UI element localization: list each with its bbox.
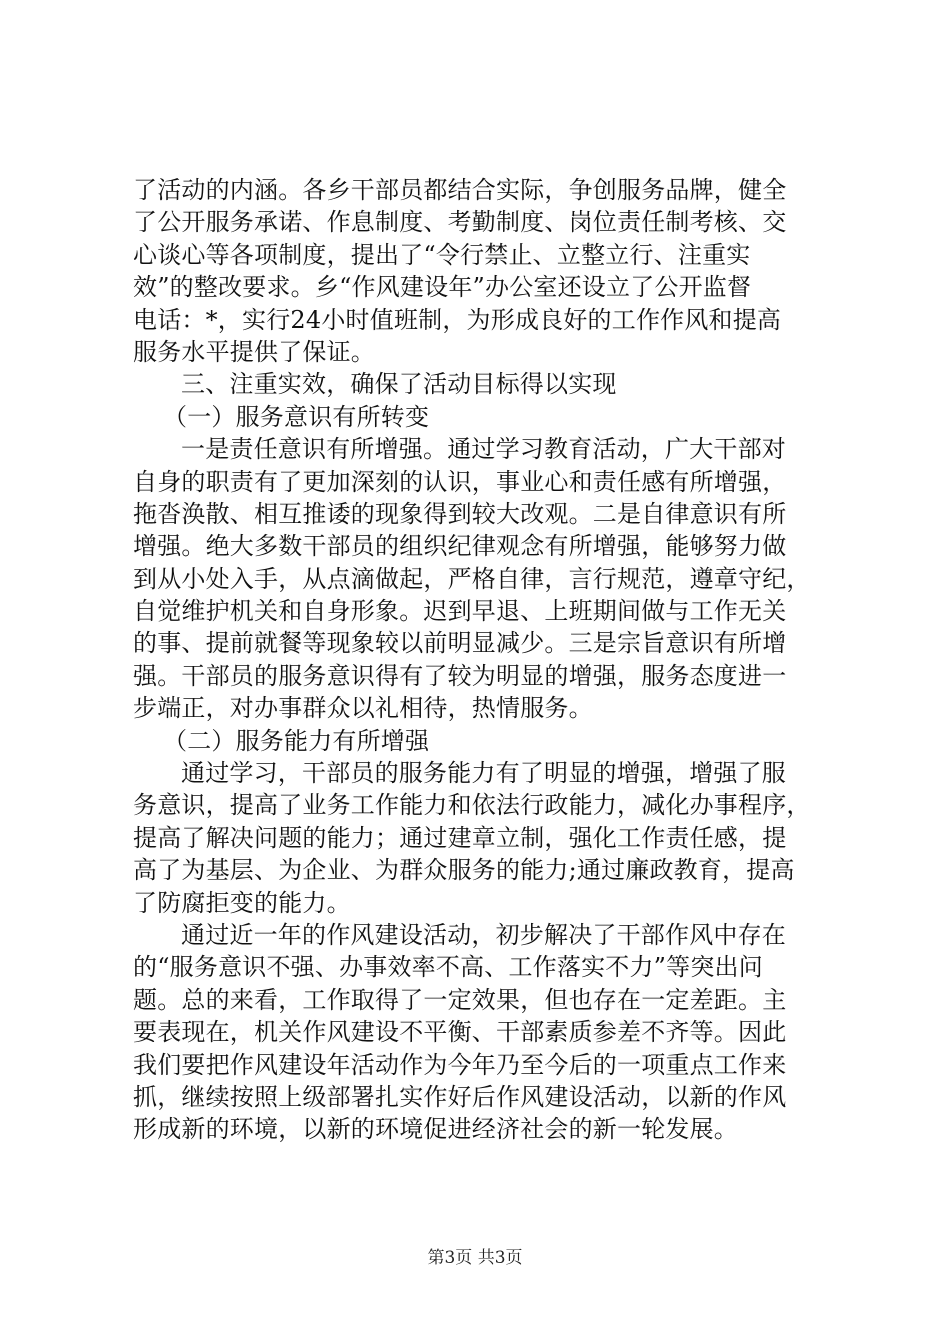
text-line: 了防腐拒变的能力。 [133,888,351,917]
text-line: 题。总的来看，工作取得了一定效果，但也存在一定差距。主 [133,985,787,1014]
text-line: 服务水平提供了保证。 [133,337,375,366]
text-line: 务意识，提高了业务工作能力和依法行政能力，减化办事程序， [133,791,811,820]
text-line: 一是责任意识有所增强。通过学习教育活动，广大干部对 [181,435,786,464]
text-line: 到从小处入手，从点滴做起，严格自律，言行规范，遵章守纪， [133,564,811,593]
section-heading: 三、注重实效，确保了活动目标得以实现 [181,370,617,399]
text-line: 我们要把作风建设年活动作为今年乃至今后的一项重点工作来 [133,1050,787,1079]
text-line: 抓，继续按照上级部署扎实作好后作风建设活动，以新的作风 [133,1082,787,1111]
text-line: 的事、提前就餐等现象较以前明显减少。三是宗旨意识有所增 [133,629,787,658]
text-line: 形成新的环境，以新的环境促进经济社会的新一轮发展。 [133,1115,738,1144]
subsection-heading: （二）服务能力有所增强 [163,726,430,755]
text-line: 提高了解决问题的能力；通过建章立制，强化工作责任感，提 [133,823,787,852]
text-line: 强。干部员的服务意识得有了较为明显的增强，服务态度进一 [133,661,787,690]
text-line: 通过近一年的作风建设活动，初步解决了干部作风中存在 [181,920,786,949]
text-line: 电话：*，实行24小时值班制，为形成良好的工作作风和提高 [133,305,782,334]
text-line: 了公开服务承诺、作息制度、考勤制度、岗位责任制考核、交 [133,208,787,237]
text-line: 心谈心等各项制度，提出了“令行禁止、立整立行、注重实 [133,240,751,269]
text-line: 增强。绝大多数干部员的组织纪律观念有所增强，能够努力做 [133,532,787,561]
text-line: 步端正，对办事群众以礼相待，热情服务。 [133,694,593,723]
text-line: 要表现在，机关作风建设不平衡、干部素质参差不齐等。因此 [133,1018,787,1047]
text-line: 了活动的内涵。各乡干部员都结合实际，争创服务品牌，健全 [133,176,787,204]
text-line: 通过学习，干部员的服务能力有了明显的增强，增强了服 [181,759,786,788]
text-line: 的“服务意识不强、办事效率不高、工作落实不力”等突出问 [133,953,763,982]
page-number-label: 第3页 共3页 [427,1248,523,1268]
document-body [133,174,833,1146]
text-line: 效”的整改要求。乡“作风建设年”办公室还设立了公开监督 [133,273,752,302]
page-footer [0,1246,950,1270]
text-line: 拖沓涣散、相互推诿的现象得到较大改观。二是自律意识有所 [133,499,787,528]
text-line: 高了为基层、为企业、为群众服务的能力;通过廉政教育，提高 [133,856,795,885]
subsection-heading: （一）服务意识有所转变 [163,402,430,431]
text-line: 自身的职责有了更加深刻的认识，事业心和责任感有所增强， [133,467,787,496]
text-line: 自觉维护机关和自身形象。迟到早退、上班期间做与工作无关 [133,597,787,626]
